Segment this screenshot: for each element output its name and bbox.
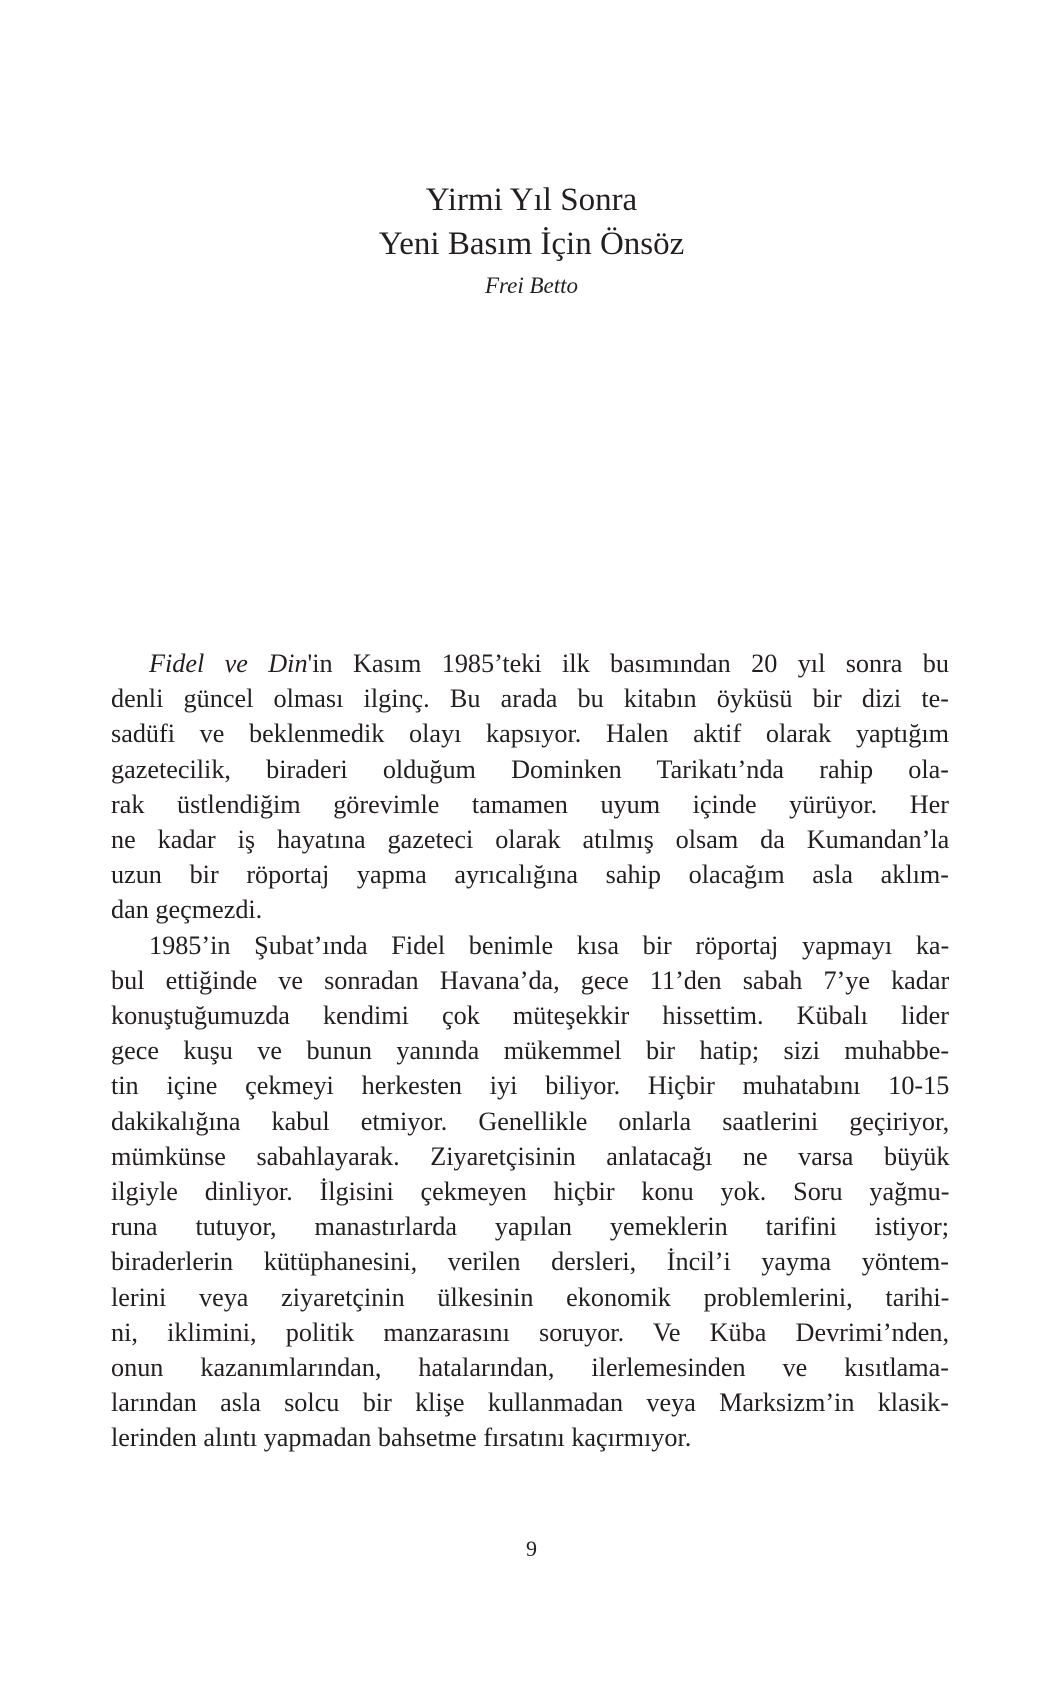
text-line: runa tutuyor, manastırlarda yapılan yemeklerin tarifini istiyor; xyxy=(111,1212,949,1242)
text-line: lerinden alıntı yapmadan bahsetme fırsatını kaçırmıyor. xyxy=(111,1423,692,1453)
text-line: dakikalığına kabul etmiyor. Genellikle onlarla saatlerini geçiriyor, xyxy=(111,1106,950,1136)
text-line: uzun bir röportaj yapma ayrıcalığına sahip olacağım asla aklım- xyxy=(111,860,949,890)
text-line: dan geçmezdi. xyxy=(111,895,263,925)
text-line xyxy=(111,646,949,681)
text-line: bul ettiğinde ve sonradan Havana’da, gece 11’den sabah 7’ye kadar xyxy=(111,965,950,995)
text-line: gazetecilik, biraderi olduğum Dominken Tarikatı’nda rahip ola- xyxy=(111,754,949,784)
text-line: tin içine çekmeyi herkesten iyi biliyor. Hiçbir muhatabını 10-15 xyxy=(111,1071,950,1101)
text-line: ilgiyle dinliyor. İlgisini çekmeyen hiçbir konu yok. Soru yağmu- xyxy=(111,1177,950,1207)
chapter-title-line-1: Yirmi Yıl Sonra xyxy=(425,182,638,218)
text-line: 1985’in Şubat’ında Fidel benimle kısa bir röportaj yapmayı ka- xyxy=(149,930,950,960)
text-line: denli güncel olması ilginç. Bu arada bu kitabın öyküsü bir dizi te- xyxy=(111,684,949,714)
paragraph-1 xyxy=(111,646,949,928)
book-title-italic: Fidel ve Din xyxy=(149,649,308,678)
text-line: biraderlerin kütüphanesini, verilen dersleri, İncil’i yayma yöntem- xyxy=(111,1247,949,1277)
chapter-author: Frei Betto xyxy=(484,273,579,298)
text-line: ni, iklimini, politik manzarasını soruyor. Ve Küba Devrimi’nden, xyxy=(111,1317,949,1347)
text-line: sadüfi ve beklenmedik olayı kapsıyor. Halen aktif olarak yaptığım xyxy=(111,719,950,749)
text-segment: 'in Kasım 1985’teki ilk basımından 20 yıl sonra bu xyxy=(307,649,949,678)
text-line: lerini veya ziyaretçinin ülkesinin ekonomik problemlerini, tarihi- xyxy=(111,1282,950,1312)
text-line: larından asla solcu bir klişe kullanmadan veya Marksizm’in klasik- xyxy=(111,1388,949,1418)
text-line: konuştuğumuzda kendimi çok müteşekkir hissettim. Kübalı lider xyxy=(111,1001,949,1031)
text-line: mümkünse sabahlayarak. Ziyaretçisinin anlatacağı ne varsa büyük xyxy=(111,1141,950,1171)
chapter-title-line-2: Yeni Basım İçin Önsöz xyxy=(378,226,685,262)
body-text xyxy=(111,646,949,1456)
text-line: ne kadar iş hayatına gazeteci olarak atılmış olsam da Kumandan’la xyxy=(111,825,950,855)
paragraph-2 xyxy=(111,928,949,1456)
chapter-heading xyxy=(0,178,1063,302)
text-line: onun kazanımlarından, hatalarından, ilerlemesinden ve kısıtlama- xyxy=(111,1353,949,1383)
text-line: rak üstlendiğim görevimle tamamen uyum içinde yürüyor. Her xyxy=(111,789,949,819)
page-number: 9 xyxy=(526,1536,537,1561)
text-line: gece kuşu ve bunun yanında mükemmel bir hatip; sizi muhabbe- xyxy=(111,1036,950,1066)
